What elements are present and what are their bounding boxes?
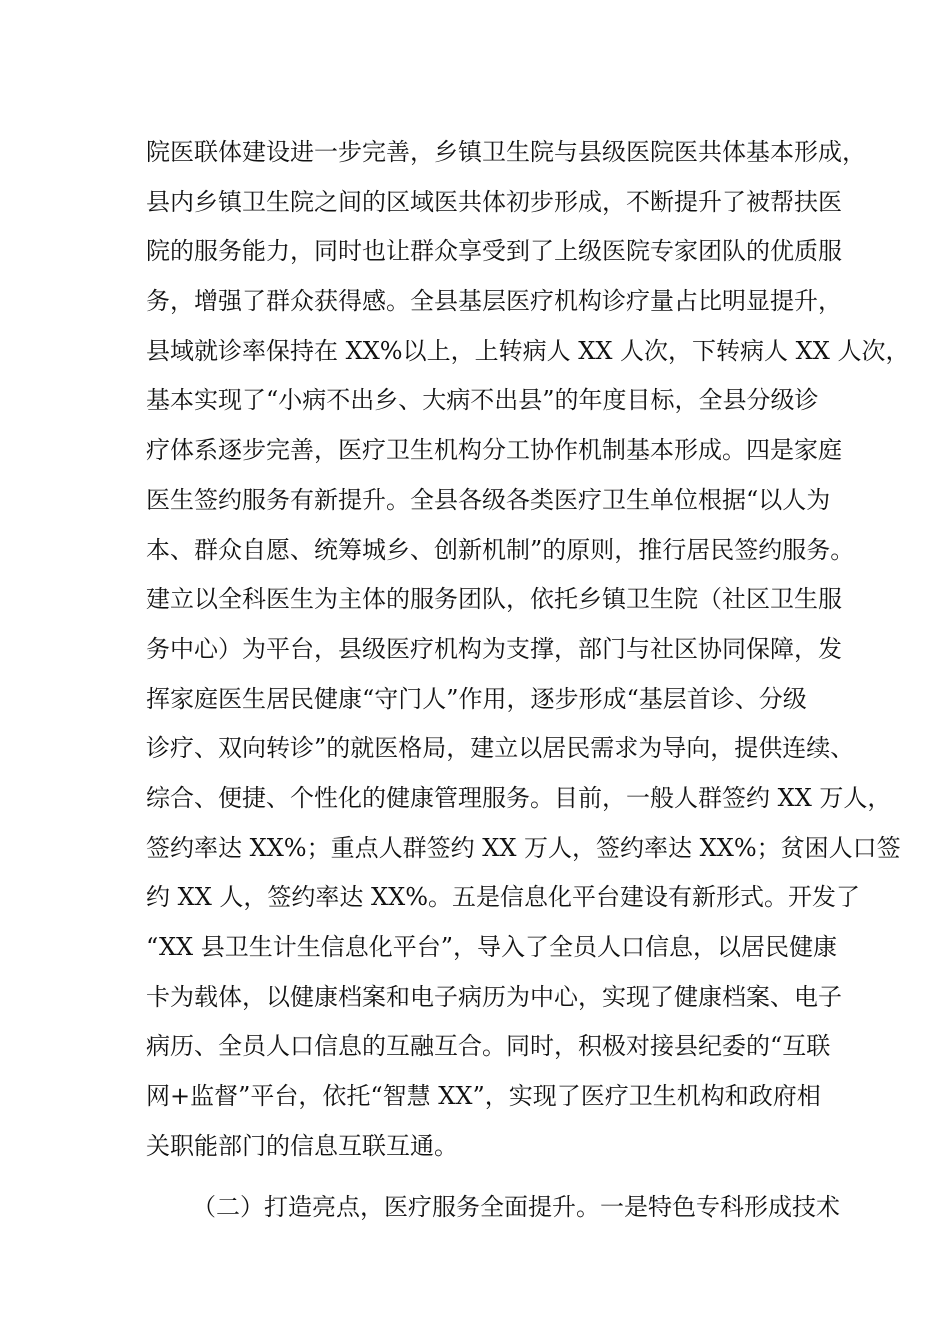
text-line: 本、群众自愿、统筹城乡、创新机制”的原则，推行居民签约服务。 — [146, 535, 855, 564]
text-line: 综合、便捷、个性化的健康管理服务。目前，一般人群签约 XX 万人， — [146, 783, 892, 812]
text-line: 县域就诊率保持在 XX%以上，上转病人 XX 人次，下转病人 XX 人次， — [146, 336, 910, 365]
text-line: 卡为载体，以健康档案和电子病历为中心，实现了健康档案、电子 — [146, 982, 842, 1011]
text-line: 网+监督”平台，依托“智慧 XX”，实现了医疗卫生机构和政府相 — [146, 1082, 821, 1111]
text-line: 县内乡镇卫生院之间的区域医共体初步形成，不断提升了被帮扶医 — [146, 187, 842, 216]
text-line: 医生签约服务有新提升。全县各级各类医疗卫生单位根据“以人为 — [146, 485, 831, 514]
text-line: 务中心）为平台，县级医疗机构为支撑，部门与社区协同保障，发 — [146, 634, 842, 663]
text-line: 诊疗、双向转诊”的就医格局，建立以居民需求为导向，提供连续、 — [146, 734, 855, 763]
text-line: 疗体系逐步完善，医疗卫生机构分工协作机制基本形成。四是家庭 — [146, 436, 842, 465]
text-line: 务，增强了群众获得感。全县基层医疗机构诊疗量占比明显提升， — [146, 287, 842, 316]
text-line: 挥家庭医生居民健康“守门人”作用，逐步形成“基层首诊、分级 — [146, 684, 807, 713]
text-line: 院的服务能力，同时也让群众享受到了上级医院专家团队的优质服 — [146, 237, 842, 266]
text-line: “XX 县卫生计生信息化平台”，导入了全员人口信息，以居民健康 — [146, 933, 838, 961]
text-line: 签约率达 XX%；重点人群签约 XX 万人，签约率达 XX%；贫困人口签 — [146, 833, 901, 862]
text-line: 基本实现了“小病不出乡、大病不出县”的年度目标，全县分级诊 — [146, 386, 819, 415]
text-line: 病历、全员人口信息的互融互合。同时，积极对接县纪委的“互联 — [146, 1032, 831, 1061]
paragraph-gap — [146, 1171, 826, 1183]
text-line: 建立以全科医生为主体的服务团队，依托乡镇卫生院（社区卫生服 — [146, 585, 842, 614]
text-line: 约 XX 人，签约率达 XX%。五是信息化平台建设有新形式。开发了 — [146, 883, 861, 912]
next-paragraph-line: （二）打造亮点，医疗服务全面提升。一是特色专科形成技术 — [192, 1193, 840, 1222]
text-line: 关职能部门的信息互联互通。 — [146, 1131, 458, 1160]
body-text — [146, 128, 910, 1233]
text-line: 院医联体建设进一步完善，乡镇卫生院与县级医院医共体基本形成， — [146, 138, 866, 166]
